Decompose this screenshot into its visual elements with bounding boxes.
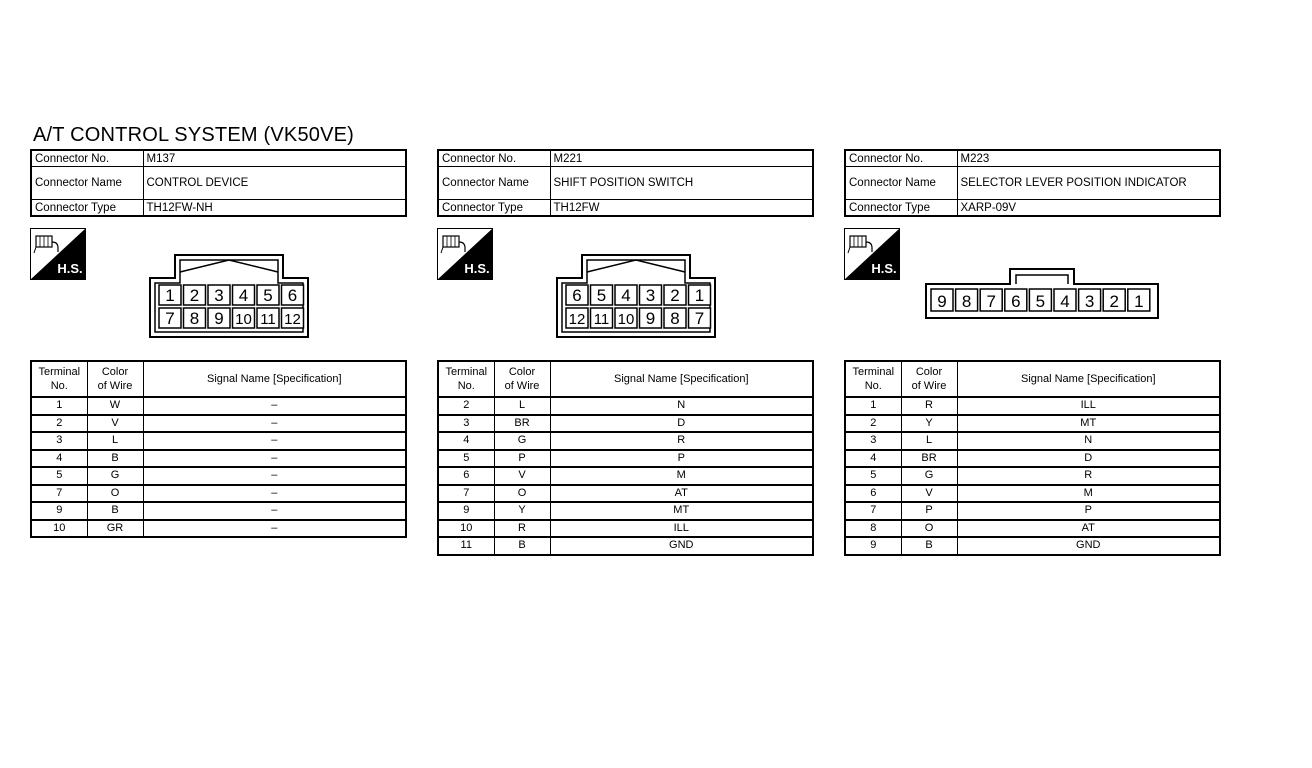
connector-info-table [844, 149, 1221, 217]
terminal-no-header [31, 361, 87, 397]
header-line: of Wire [504, 380, 540, 392]
signal-name-cell: D [957, 450, 1220, 468]
pin-number: 12 [568, 311, 586, 328]
table-row [438, 502, 813, 520]
connector-type-label: Connector Type [438, 200, 550, 217]
wire-color-cell: B [87, 502, 143, 520]
connector-name-value: CONTROL DEVICE [143, 167, 406, 200]
connector-name-label: Connector Name [31, 167, 143, 200]
pin-number: 5 [596, 286, 607, 305]
table-row [31, 397, 406, 415]
terminal-no-cell: 9 [31, 502, 87, 520]
connector-no-row [438, 150, 813, 167]
terminal-no-cell: 3 [845, 432, 901, 450]
terminal-no-cell: 5 [845, 467, 901, 485]
connector-name-row [845, 167, 1220, 200]
header-line: No. [457, 380, 475, 392]
connector-info-table [437, 149, 814, 217]
color-header [87, 361, 143, 397]
pin-number: 4 [1060, 292, 1070, 311]
terminal-no-cell: 7 [845, 502, 901, 520]
harness-side-icon [844, 228, 900, 280]
table-header-row [845, 361, 1220, 397]
pin-number: 6 [572, 286, 582, 305]
signal-name-cell: MT [550, 502, 813, 520]
signal-name-cell: – [143, 467, 406, 485]
pin-number: 8 [189, 309, 200, 328]
header-line: of Wire [97, 380, 133, 392]
wire-color-cell: O [901, 520, 957, 538]
terminal-no-cell: 4 [31, 450, 87, 468]
connector-name-row [438, 167, 813, 200]
wire-color-cell: G [494, 432, 550, 450]
wire-color-cell: P [901, 502, 957, 520]
pin-number: 7 [165, 309, 175, 328]
signal-header: Signal Name [Specification] [957, 361, 1220, 397]
signal-header: Signal Name [Specification] [143, 361, 406, 397]
signal-name-cell: AT [957, 520, 1220, 538]
pin-number: 2 [1109, 292, 1119, 311]
header-line: Terminal [38, 366, 81, 378]
connector-type-row [31, 200, 406, 217]
wire-color-cell: V [87, 415, 143, 433]
wire-color-cell: O [494, 485, 550, 503]
connector-type-value: TH12FW-NH [143, 200, 406, 217]
pin-number: 6 [1011, 292, 1021, 311]
pin-number: 11 [593, 311, 610, 328]
pin-number: 9 [645, 309, 656, 328]
wire-color-cell: G [901, 467, 957, 485]
table-row [438, 520, 813, 538]
header-line: No. [50, 380, 68, 392]
wire-color-cell: O [87, 485, 143, 503]
terminal-no-cell: 4 [438, 432, 494, 450]
table-row [438, 415, 813, 433]
table-row [31, 467, 406, 485]
terminal-no-header [438, 361, 494, 397]
header-line: of Wire [911, 380, 947, 392]
table-row [31, 432, 406, 450]
signal-name-cell: GND [957, 537, 1220, 555]
connector-name-label: Connector Name [438, 167, 550, 200]
terminal-no-cell: 5 [31, 467, 87, 485]
connector-no-label: Connector No. [438, 150, 550, 167]
wire-color-cell: B [901, 537, 957, 555]
signal-name-cell: – [143, 397, 406, 415]
connector-no-value: M223 [957, 150, 1220, 167]
terminal-signal-table [30, 360, 407, 538]
connector-face-diagram [925, 267, 1159, 319]
signal-name-cell: D [550, 415, 813, 433]
signal-name-cell: – [143, 450, 406, 468]
wire-color-cell: Y [494, 502, 550, 520]
pin-number: 3 [1084, 292, 1095, 311]
harness-side-label: H.S. [464, 261, 490, 276]
connector-panel [844, 149, 1221, 276]
terminal-no-cell: 10 [31, 520, 87, 538]
table-row [31, 520, 406, 538]
table-header-row [31, 361, 406, 397]
pin-number: 10 [617, 311, 635, 328]
signal-name-cell: – [143, 485, 406, 503]
table-row [438, 450, 813, 468]
terminal-no-cell: 7 [438, 485, 494, 503]
terminal-no-cell: 6 [845, 485, 901, 503]
terminal-no-cell: 2 [438, 397, 494, 415]
wire-color-cell: L [494, 397, 550, 415]
terminal-no-cell: 9 [438, 502, 494, 520]
wire-color-cell: B [87, 450, 143, 468]
connector-type-label: Connector Type [845, 200, 957, 217]
wire-color-cell: Y [901, 415, 957, 433]
terminal-no-cell: 8 [845, 520, 901, 538]
signal-name-cell: M [957, 485, 1220, 503]
connector-type-row [845, 200, 1220, 217]
table-row [845, 467, 1220, 485]
signal-name-cell: M [550, 467, 813, 485]
table-row [845, 415, 1220, 433]
signal-name-cell: ILL [957, 397, 1220, 415]
signal-name-cell: GND [550, 537, 813, 555]
pin-number: 11 [260, 311, 276, 328]
connector-no-value: M137 [143, 150, 406, 167]
connector-name-value: SELECTOR LEVER POSITION INDICATOR [957, 167, 1220, 200]
pin-number: 1 [1134, 292, 1144, 311]
header-line: Color [508, 366, 536, 378]
harness-side-label: H.S. [57, 261, 83, 276]
signal-name-cell: – [143, 415, 406, 433]
pin-number: 9 [937, 292, 947, 311]
table-row [438, 537, 813, 555]
terminal-no-cell: 2 [845, 415, 901, 433]
header-line: Color [915, 366, 943, 378]
connector-panel [437, 149, 814, 276]
color-header [901, 361, 957, 397]
terminal-no-cell: 2 [31, 415, 87, 433]
connector-no-value: M221 [550, 150, 813, 167]
wire-color-cell: R [494, 520, 550, 538]
pin-number: 5 [263, 286, 273, 305]
table-row [438, 432, 813, 450]
pin-number: 8 [961, 292, 972, 311]
pin-number: 9 [214, 309, 224, 328]
table-row [438, 485, 813, 503]
signal-name-cell: ILL [550, 520, 813, 538]
table-row [438, 397, 813, 415]
terminal-signal-table [437, 360, 814, 556]
table-row [845, 397, 1220, 415]
table-row [31, 415, 406, 433]
signal-name-cell: R [957, 467, 1220, 485]
header-line: Color [101, 366, 129, 378]
terminal-no-cell: 3 [438, 415, 494, 433]
terminal-no-header [845, 361, 901, 397]
pin-number: 2 [670, 286, 680, 305]
header-line: No. [864, 380, 882, 392]
signal-name-cell: – [143, 432, 406, 450]
table-row [31, 450, 406, 468]
wire-color-cell: R [901, 397, 957, 415]
wire-color-cell: GR [87, 520, 143, 538]
connector-info-table [30, 149, 407, 217]
signal-name-cell: P [957, 502, 1220, 520]
wire-color-cell: G [87, 467, 143, 485]
connector-face-diagram [149, 252, 309, 338]
signal-name-cell: N [957, 432, 1220, 450]
header-line: Terminal [445, 366, 488, 378]
connector-type-row [438, 200, 813, 217]
table-row [438, 467, 813, 485]
terminal-no-cell: 11 [438, 537, 494, 555]
connector-face-diagram [556, 252, 716, 338]
terminal-no-cell: 10 [438, 520, 494, 538]
table-row [845, 537, 1220, 555]
harness-side-icon [437, 228, 493, 280]
table-row [845, 485, 1220, 503]
terminal-no-cell: 5 [438, 450, 494, 468]
table-header-row [438, 361, 813, 397]
connector-type-label: Connector Type [31, 200, 143, 217]
wire-color-cell: V [901, 485, 957, 503]
connector-type-value: XARP-09V [957, 200, 1220, 217]
wire-color-cell: V [494, 467, 550, 485]
pin-number: 2 [189, 286, 200, 305]
connector-no-label: Connector No. [845, 150, 957, 167]
signal-name-cell: AT [550, 485, 813, 503]
table-row [845, 450, 1220, 468]
pin-number: 12 [284, 311, 301, 328]
page-title: A/T CONTROL SYSTEM (VK50VE) [33, 124, 355, 146]
table-row [845, 502, 1220, 520]
terminal-no-cell: 1 [31, 397, 87, 415]
terminal-signal-table [844, 360, 1221, 556]
terminal-no-cell: 1 [845, 397, 901, 415]
connector-no-row [31, 150, 406, 167]
wire-color-cell: B [494, 537, 550, 555]
signal-name-cell: P [550, 450, 813, 468]
terminal-no-cell: 7 [31, 485, 87, 503]
harness-side-icon [30, 228, 86, 280]
harness-side-label: H.S. [871, 261, 897, 276]
wire-color-cell: W [87, 397, 143, 415]
pin-number: 7 [694, 309, 705, 328]
connector-panel [30, 149, 407, 276]
connector-type-value: TH12FW [550, 200, 813, 217]
color-header [494, 361, 550, 397]
pin-number: 5 [1035, 292, 1046, 311]
pin-number: 7 [986, 292, 996, 311]
connector-name-row [31, 167, 406, 200]
pin-number: 6 [287, 286, 298, 305]
terminal-no-cell: 9 [845, 537, 901, 555]
signal-name-cell: MT [957, 415, 1220, 433]
pin-number: 10 [235, 311, 252, 328]
terminal-no-cell: 6 [438, 467, 494, 485]
signal-name-cell: N [550, 397, 813, 415]
pin-number: 3 [214, 286, 224, 305]
table-row [845, 432, 1220, 450]
pin-number: 3 [645, 286, 656, 305]
wire-color-cell: P [494, 450, 550, 468]
connector-name-label: Connector Name [845, 167, 957, 200]
pin-number: 4 [621, 286, 631, 305]
table-row [31, 502, 406, 520]
pin-number: 4 [238, 286, 249, 305]
signal-name-cell: – [143, 502, 406, 520]
terminal-no-cell: 4 [845, 450, 901, 468]
wire-color-cell: L [87, 432, 143, 450]
terminal-no-cell: 3 [31, 432, 87, 450]
pin-number: 1 [165, 286, 175, 305]
wire-color-cell: BR [494, 415, 550, 433]
table-row [31, 485, 406, 503]
connector-name-value: SHIFT POSITION SWITCH [550, 167, 813, 200]
header-line: Terminal [852, 366, 895, 378]
signal-name-cell: R [550, 432, 813, 450]
connector-no-label: Connector No. [31, 150, 143, 167]
signal-name-cell: – [143, 520, 406, 538]
wire-color-cell: L [901, 432, 957, 450]
pin-number: 1 [694, 286, 705, 305]
wire-color-cell: BR [901, 450, 957, 468]
connector-no-row [845, 150, 1220, 167]
pin-number: 8 [670, 309, 680, 328]
table-row [845, 520, 1220, 538]
signal-header: Signal Name [Specification] [550, 361, 813, 397]
